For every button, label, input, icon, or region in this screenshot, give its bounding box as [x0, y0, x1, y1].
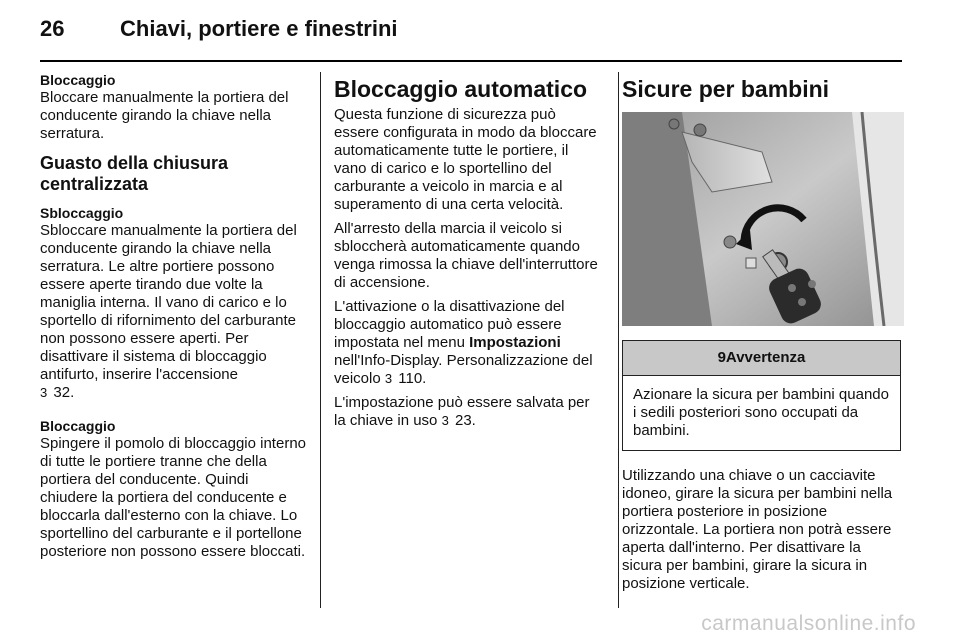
column-right: [622, 72, 904, 599]
paragraph: Bloccare manualmente la portiera del conducente girando la chiave nella serratura.: [40, 89, 289, 142]
warning-icon: 9: [717, 349, 726, 366]
chapter-title: Chiavi, portiere e finestrini: [120, 16, 398, 41]
paragraph-text: L'attivazione o la disattivazione del bloccaggio automatico può essere impostata nel menu: [334, 298, 565, 351]
page-reference: 110.: [398, 370, 427, 387]
paragraph-text: nell'Info-Display. Personalizzazione del veicolo: [334, 352, 593, 387]
page-reference: 32.: [53, 384, 75, 401]
paragraph: All'arresto della marcia il veicolo si sbloccherà automaticamente quando venga rimossa la chiave dell'interruttore di accensione.: [334, 220, 598, 291]
column-left: [40, 72, 308, 567]
section-title-line: Guasto della chiusura: [40, 153, 229, 173]
watermark: carmanualsonline.info: [701, 612, 916, 635]
page-reference-icon: 3: [384, 371, 393, 386]
paragraph: Questa funzione di sicurezza può essere configurata in modo da bloccare automaticamente tutte le portiere, il vano di carico e lo sportellino del carburante a veicolo in marcia e al superamento di una certa velocità.: [334, 106, 597, 213]
page-reference: 23.: [454, 412, 476, 429]
section-title-line: centralizzata: [40, 174, 149, 194]
warning-box: [622, 340, 901, 451]
section-title-guasto: [40, 153, 308, 195]
header-divider: [40, 60, 902, 62]
column-divider: [618, 72, 619, 608]
section-title-bloccaggio-automatico: Bloccaggio automatico: [334, 76, 588, 102]
section-title-sicure-bambini: Sicure per bambini: [622, 76, 830, 102]
warning-text: Azionare la sicura per bambini quando i sedili posteriori sono occupati da bambini.: [633, 386, 889, 439]
paragraph: [334, 298, 604, 388]
paragraph-text: Sbloccare manualmente la portiera del conducente girando la chiave nella serratura. Le altre portiere possono essere aperte tirando due volte la maniglia interna. Il vano di carico e lo sportello di rifornimento del carburante non possono essere aperti. Per disattivare il sistema di bloccaggio antifurto, inserire l'accensione: [40, 222, 297, 383]
page-reference-icon: 3: [441, 413, 449, 428]
subheading-sbloccaggio: Sbloccaggio: [40, 205, 124, 221]
page-header: [40, 16, 902, 50]
column-middle: [334, 72, 604, 436]
warning-title: Avvertenza: [725, 349, 806, 366]
subheading-bloccaggio-2: Bloccaggio: [40, 418, 116, 434]
paragraph: [40, 222, 308, 402]
page-number: 26: [40, 16, 65, 41]
column-divider: [320, 72, 321, 608]
paragraph: [334, 394, 604, 430]
subheading-bloccaggio: Bloccaggio: [40, 72, 116, 88]
paragraph-text: L'impostazione può essere salvata per la chiave in uso: [334, 394, 590, 429]
warning-header: [623, 341, 900, 376]
page-reference-icon: 3: [40, 385, 48, 400]
menu-name: Impostazioni: [469, 334, 561, 351]
child-lock-photo: [622, 112, 904, 326]
paragraph: Spingere il pomolo di bloccaggio interno di tutte le portiere tranne che della portiera del conducente. Quindi chiudere la portiera del conducente e bloccarla dall'esterno con la chiave. Lo sportellino del carburante e il portellone posteriore non possono essere bloccati.: [40, 435, 307, 560]
paragraph: Utilizzando una chiave o un cacciavite idoneo, girare la sicura per bambini nella portiera posteriore in posizione orizzontale. La portiera non potrà essere aperta dall'interno. Per disattivare la sicura per bambini, girare la sicura in posizione verticale.: [622, 467, 893, 592]
